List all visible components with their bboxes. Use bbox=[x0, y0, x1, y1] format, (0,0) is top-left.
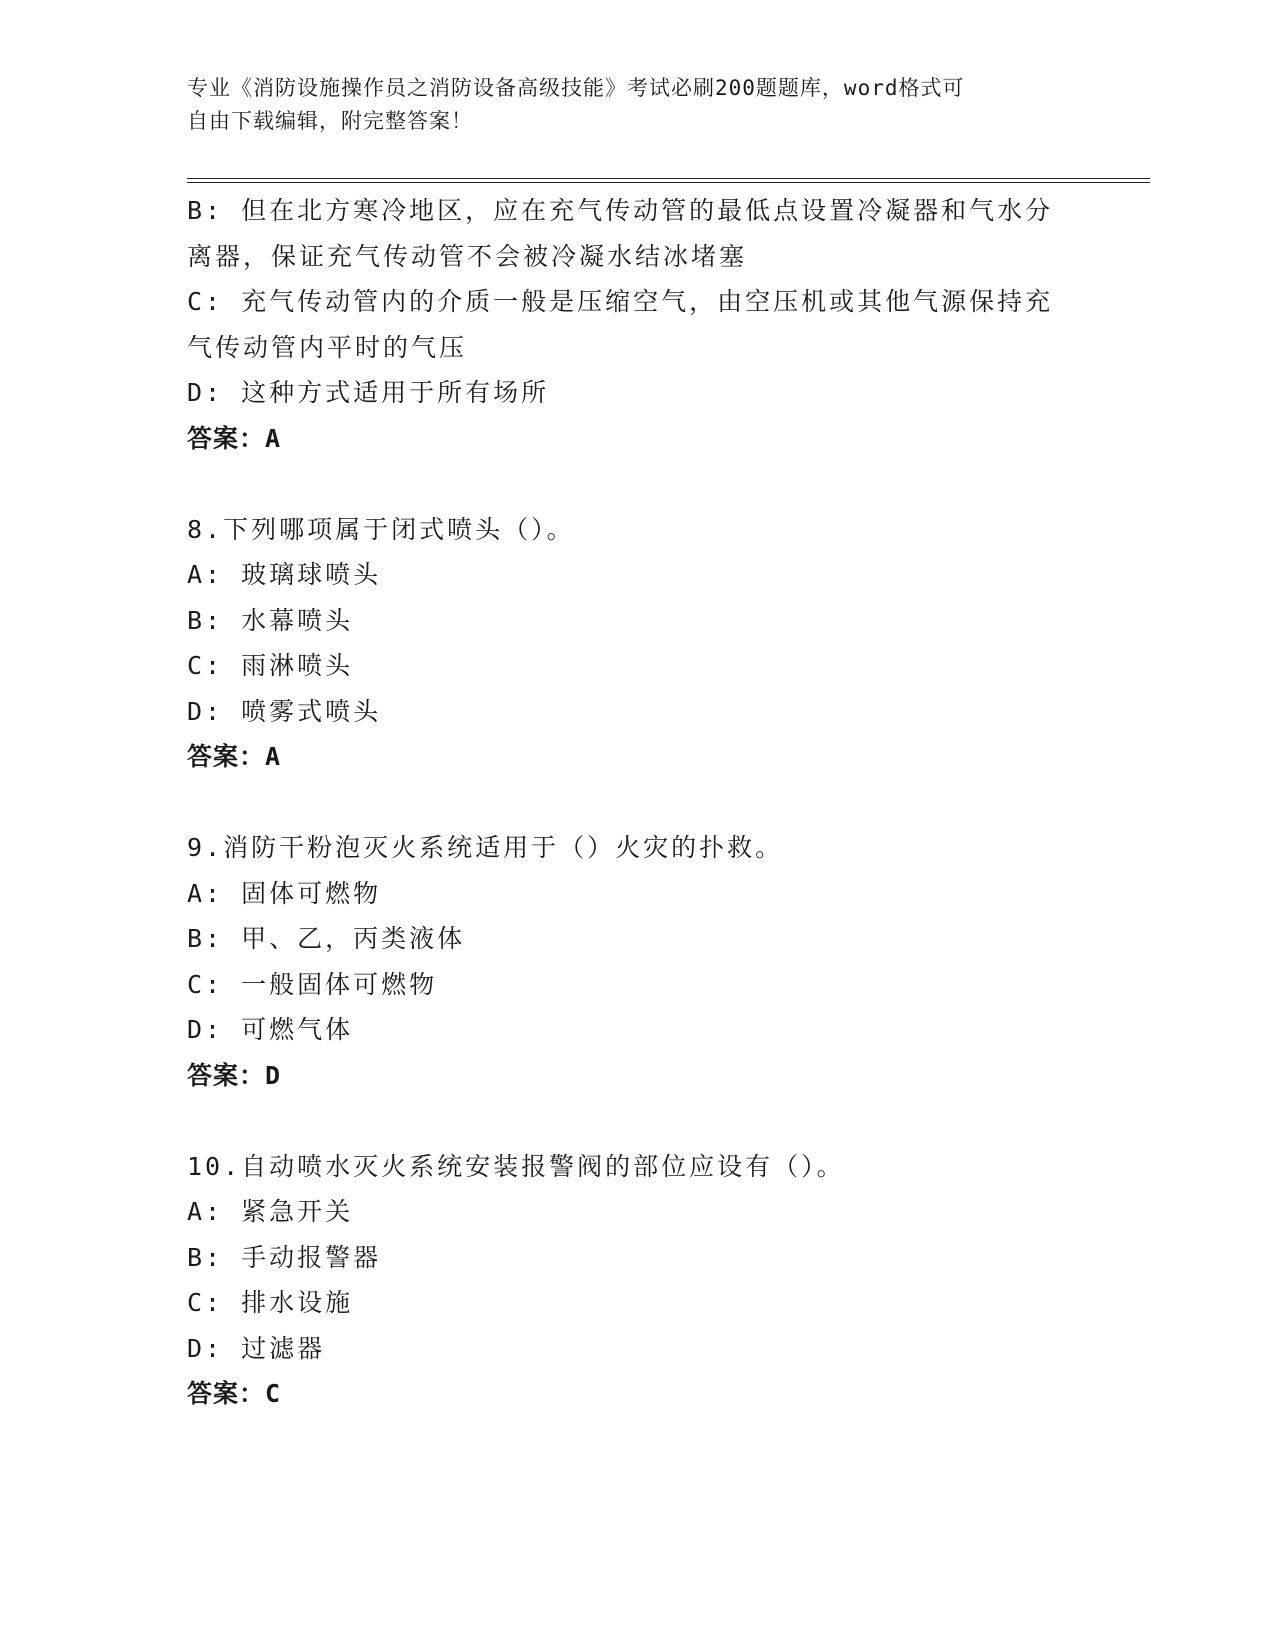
spacer bbox=[187, 780, 1087, 826]
continued-question bbox=[187, 188, 1087, 461]
question-stem: 9.消防干粉泡灭火系统适用于（）火灾的扑救。 bbox=[187, 833, 784, 862]
option-c-line-1: C: 充气传动管内的介质一般是压缩空气，由空压机或其他气源保持充 bbox=[187, 287, 1054, 316]
option-c: C: 雨淋喷头 bbox=[187, 651, 354, 680]
answer-line: 答案：D bbox=[187, 1060, 282, 1090]
question-10 bbox=[187, 1144, 1087, 1417]
question-content bbox=[187, 188, 1087, 1417]
option-d: D: 这种方式适用于所有场所 bbox=[187, 378, 550, 407]
option-a: A: 紧急开关 bbox=[187, 1197, 354, 1226]
option-b-line-1: B: 但在北方寒冷地区，应在充气传动管的最低点设置冷凝器和气水分 bbox=[187, 196, 1054, 225]
header-line-1: 专业《消防设施操作员之消防设备高级技能》考试必刷200题题库，word格式可 bbox=[187, 76, 965, 100]
option-d: D: 喷雾式喷头 bbox=[187, 696, 382, 726]
option-a: A: 玻璃球喷头 bbox=[187, 560, 382, 589]
option-d: D: 可燃气体 bbox=[187, 1015, 354, 1044]
header-line-2: 自由下载编辑，附完整答案！ bbox=[187, 109, 473, 133]
answer-line: 答案：A bbox=[187, 742, 282, 771]
answer-line: 答案：C bbox=[187, 1379, 282, 1408]
option-a: A: 固体可燃物 bbox=[187, 878, 382, 908]
option-c: C: 一般固体可燃物 bbox=[187, 969, 438, 999]
option-c: C: 排水设施 bbox=[187, 1288, 354, 1317]
option-d: D: 过滤器 bbox=[187, 1333, 326, 1363]
question-stem: 10.自动喷水灭火系统安装报警阀的部位应设有（）。 bbox=[187, 1151, 845, 1181]
option-b: B: 甲、乙，丙类液体 bbox=[187, 924, 466, 953]
question-9 bbox=[187, 825, 1087, 1098]
option-b: B: 手动报警器 bbox=[187, 1242, 382, 1272]
question-8 bbox=[187, 507, 1087, 780]
option-c-line-2: 气传动管内平时的气压 bbox=[187, 332, 468, 362]
answer-line: 答案：A bbox=[187, 423, 282, 453]
option-b: B: 水幕喷头 bbox=[187, 605, 354, 635]
question-stem: 8.下列哪项属于闭式喷头（）。 bbox=[187, 514, 575, 544]
header-divider bbox=[187, 178, 1150, 183]
option-b-line-2: 离器，保证充气传动管不会被冷凝水结冰堵塞 bbox=[187, 241, 748, 271]
spacer bbox=[187, 461, 1087, 507]
spacer bbox=[187, 1098, 1087, 1144]
document-header bbox=[187, 72, 1077, 138]
